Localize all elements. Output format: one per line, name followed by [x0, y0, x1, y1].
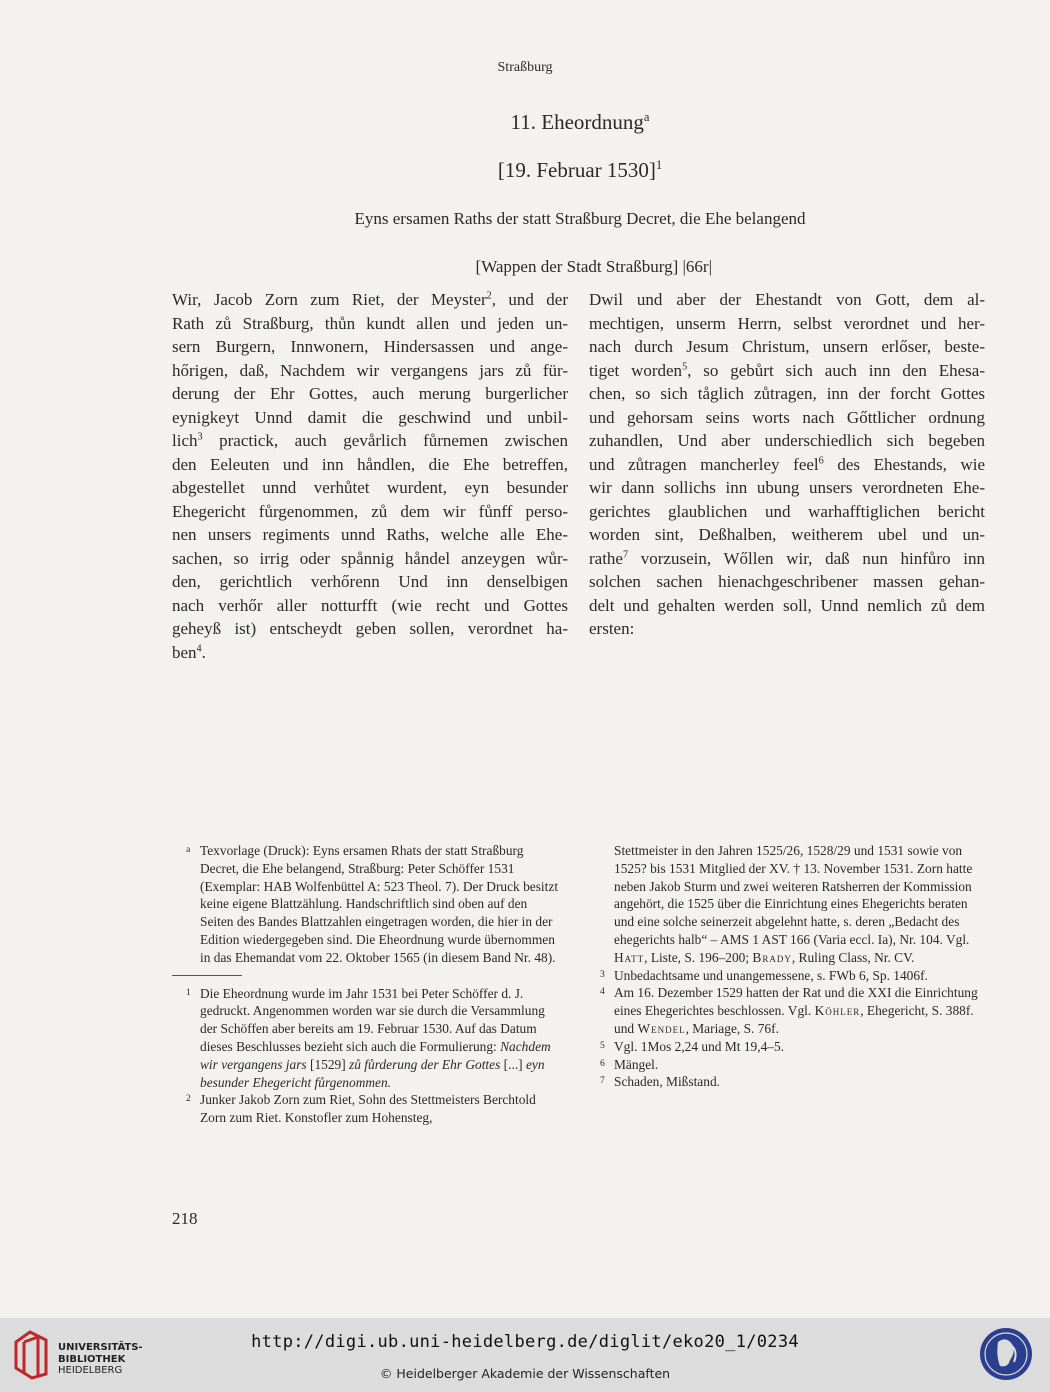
footnote-quote: Nachdem wir vergangens jars [200, 1038, 551, 1072]
text-segment: und gehorsam seins worts nach Gőttlicher ordnung [589, 407, 985, 427]
text-segment: abgestellet unnd verhůtet wurdent, eyn besunder [172, 478, 568, 497]
text-segment: solchen sachen hienachgeschribener massen gehan- [589, 572, 985, 591]
footnote-7 [600, 1073, 978, 1091]
footnote-mark: 3 [600, 968, 605, 980]
body-column-right [589, 288, 985, 641]
footnote-mark: 5 [600, 1039, 605, 1051]
text-line [172, 453, 568, 477]
text-line [172, 288, 568, 312]
footnote-author: Brady [752, 949, 792, 965]
footnote-text: Vgl. 1Mos 2,24 und Mt 19,4–5. [614, 1038, 784, 1054]
text-segment: vorzusein, Wőllen wir, daß nun hinfůro inn [628, 548, 985, 568]
footnote-reference[interactable]: 7 [622, 548, 629, 560]
text-line [589, 547, 985, 571]
text-line [589, 335, 985, 359]
text-line [589, 312, 985, 336]
text-segment: gerichtes glaublichen und warhafftiglichen bericht [589, 501, 985, 521]
text-segment: rathe [589, 548, 623, 568]
text-line [589, 570, 985, 594]
text-line [589, 429, 985, 453]
footnote-text: , Ruling Class, Nr. CV. [791, 949, 915, 965]
footnote-reference[interactable]: 4 [196, 642, 202, 654]
footnote-text: Texvorlage (Druck): Eyns ersamen Rhats der statt Straßburg Decret, die Ehe belangend, Straßburg: Peter Schöffer 1531 (Exemplar: HAB Wolfenbüttel A: 523 Theol. 7). Der Druck besitzt keine eigene Blattzählung. Handschriftlich sind oben auf den Seiten des Bandes Blattzahlen eingetragen worden, die hier in der Edition wiedergegeben sind. Die Eheordnung wurde übernommen in das Ehemandat vom 22. Oktober 1565 (in diesem Band Nr. 48). [200, 843, 559, 965]
footnote-mark: 2 [186, 1093, 191, 1105]
footnote-quote: eyn besunder Ehegericht fůrgenommen. [200, 1056, 545, 1090]
text-line [589, 288, 985, 312]
text-segment: eynigkeyt Unnd damit die geschwind und unbil- [172, 407, 568, 427]
text-segment: wir dann sollichs inn ubung unsers verordneten Ehe- [589, 478, 985, 497]
logo-line-2: BIBLIOTHEK [58, 1353, 126, 1365]
text-line [172, 617, 568, 641]
footnote-1 [186, 985, 564, 1092]
text-segment: Ehegericht fůrgenommen, zů dem wir fůnff perso- [172, 501, 568, 521]
text-segment: , so gebůrt sich auch inn den Ehesa- [687, 360, 985, 380]
footnote-4 [600, 984, 978, 1037]
text-segment: Rath zů Straßburg, thůn kundt allen und jeden un- [172, 313, 568, 333]
permalink-url[interactable]: http://digi.ub.uni-heidelberg.de/diglit/eko20_1/0234 [251, 1332, 799, 1352]
text-line [172, 547, 568, 571]
text-segment: den Eeleuten und inn håndlen, die Ehe betreffen, [172, 454, 568, 474]
text-line [589, 500, 985, 524]
text-segment: mechtigen, unserm Herrn, selbst verordnet und her- [589, 313, 985, 333]
body-column-left [172, 288, 568, 664]
running-head: Straßburg [497, 60, 553, 75]
page-number: 218 [172, 1209, 198, 1228]
academy-seal-icon [978, 1326, 1034, 1382]
section-date-text: [19. Februar 1530] [497, 158, 656, 182]
text-line [172, 429, 568, 453]
text-segment: geheyß ist) entscheydt geben sollen, verordnet ha- [172, 619, 568, 638]
logo-line-1: UNIVERSITÄTS- [58, 1342, 143, 1353]
footnote-5 [600, 1038, 978, 1056]
footnote-reference[interactable]: 6 [818, 454, 824, 466]
text-segment: nen unsers regiments unnd Raths, welche alle Ehe- [172, 525, 568, 544]
title-note-mark: a [643, 109, 650, 124]
footnote-2-continued [600, 842, 978, 967]
date-note-mark: 1 [655, 157, 663, 172]
text-segment: Wir, Jacob Zorn zum Riet, der Meyster [172, 290, 487, 309]
text-line [172, 312, 568, 336]
text-segment: chen, so sich tåglich zůtragen, inn der forcht Gottes [589, 384, 985, 403]
text-segment: ben [172, 642, 197, 662]
footnotes-left [186, 842, 564, 1127]
text-segment: nach verhőr aller notturfft (wie recht und Gottes [172, 595, 568, 615]
footnote-3 [600, 967, 978, 985]
footnote-text: Junker Jakob Zorn zum Riet, Sohn des Stettmeisters Berchtold Zorn zum Riet. Konstofler zum Hohensteg, [200, 1092, 536, 1126]
footnotes-right [600, 842, 978, 1091]
text-segment: hőrigen, daß, Nachdem wir vergangens jars zů für- [172, 360, 568, 380]
text-line [589, 617, 985, 641]
section-title-text: 11. Eheordnung [510, 110, 644, 134]
footnote-author: Hatt [614, 949, 645, 965]
footnote-text: Am 16. Dezember 1529 hatten der Rat und die XXI die Einrichtung eines Ehegerichtes beschlossen. Vgl. [614, 985, 978, 1019]
text-line [172, 570, 568, 594]
text-line [172, 335, 568, 359]
text-line [172, 523, 568, 547]
text-segment: des Ehestands, wie [823, 454, 985, 474]
text-segment: zuhandlen, Und aber underschiedlich sich begeben [589, 431, 985, 450]
footnote-mark: 1 [186, 986, 191, 998]
text-line [172, 476, 568, 500]
text-segment: und zůtragen mancherley feel [589, 454, 819, 474]
viewer-footer [0, 1318, 1050, 1392]
footnote-reference[interactable]: 2 [486, 290, 492, 302]
copyright-notice: © Heidelberger Akademie der Wissenschaften [379, 1366, 671, 1381]
footnote-mark: 4 [600, 986, 605, 998]
footnote-text: Mängel. [614, 1056, 659, 1072]
footnote-text: Schaden, Mißstand. [614, 1074, 720, 1090]
text-line [589, 594, 985, 618]
text-segment: practick, auch gevårlich fůrnemen zwischen [202, 431, 568, 450]
text-line [172, 382, 568, 406]
text-segment: tiget worden [589, 360, 683, 380]
footnote-quote: zů fůrderung der Ehr Gottes [349, 1056, 501, 1072]
text-segment: worden sint, Deßhalben, weitherem ubel und un- [589, 525, 985, 544]
text-segment: sachen, so irrig oder spånnig håndel anzeygen wůr- [172, 548, 568, 568]
text-line [589, 382, 985, 406]
footnote-author: Wendel [637, 1020, 686, 1036]
footnote-text: [1529] [306, 1056, 350, 1072]
text-segment: delt und gehalten werden soll, Unnd nemlich zů dem [589, 595, 985, 615]
footnote-reference[interactable]: 3 [197, 431, 203, 443]
footnote-text: , Liste, S. 196–200; [644, 949, 753, 965]
footnote-separator [172, 975, 242, 976]
text-segment: , und der [491, 290, 568, 309]
footnote-text: Unbedachtsame und unangemessene, s. FWb 6, Sp. 1406f. [614, 967, 928, 983]
footnote-text: [...] [500, 1056, 526, 1072]
section-title [0, 110, 1050, 135]
footnote-author: Köhler [814, 1003, 861, 1019]
text-line [172, 359, 568, 383]
footnote-mark: 7 [600, 1075, 605, 1087]
text-segment: Dwil und aber der Ehestandt von Gott, dem al- [589, 290, 985, 309]
logo-line-3: HEIDELBERG [58, 1365, 123, 1376]
text-line [589, 453, 985, 477]
text-line [172, 641, 568, 665]
decree-title: Eyns ersamen Raths der statt Straßburg Decret, die Ehe belangend [354, 209, 806, 228]
text-segment: den, gerichtlich verhőrenn Und inn denselbigen [172, 572, 568, 591]
footnote-a [186, 842, 564, 967]
footnote-text: Die Eheordnung wurde im Jahr 1531 bei Peter Schöffer d. J. gedruckt. Angenommen worden war sie durch die Versammlung der Schöffen aber bereits am 19. Februar 1530. Auf das Datum dieses Beschlusses bezieht sich auch die Formulierung: [200, 985, 545, 1054]
footnote-text: Stettmeister in den Jahren 1525/26, 1528/29 und 1531 sowie von 1525? bis 1531 Mitglied der XV. † 13. November 1531. Zorn hatte neben Jakob Sturm und zwei weiteren Ratsherren der Kommission angehört, die 1525 über die Einrichtung eines Ehegerichts beraten und eine solche seinerzeit abgelehnt hatte, s. deren „Bedacht des ehegerichts halb“ – AMS 1 AST 166 (Varia eccl. Ia), Nr. 104. Vgl. [614, 843, 973, 947]
section-date [0, 158, 1050, 183]
text-segment: lich [172, 431, 198, 450]
wappen-note: [Wappen der Stadt Straßburg] |66r| [475, 257, 712, 276]
footnote-text: , Ehegericht, S. 388f. und [614, 1003, 974, 1036]
footnote-2 [186, 1091, 564, 1127]
footnote-6 [600, 1056, 978, 1074]
text-line [589, 359, 985, 383]
footnote-reference[interactable]: 5 [682, 360, 688, 372]
text-line [589, 476, 985, 500]
text-segment: ersten: [589, 619, 635, 638]
text-line [589, 523, 985, 547]
text-line [589, 406, 985, 430]
footnote-text: , Mariage, S. 76f. [685, 1020, 779, 1036]
text-line [172, 500, 568, 524]
text-line [172, 594, 568, 618]
text-line [172, 406, 568, 430]
text-segment: . [201, 642, 206, 662]
text-segment: nach durch Jesum Christum, unsern erlőser, beste- [589, 337, 985, 356]
footnote-mark: a [186, 844, 191, 855]
text-segment: derung der Ehr Gottes, auch merung burgerlicher [172, 384, 568, 403]
footnote-mark: 6 [600, 1057, 605, 1069]
text-segment: sern Burgern, Innwonern, Hindersassen und ange- [172, 337, 568, 356]
